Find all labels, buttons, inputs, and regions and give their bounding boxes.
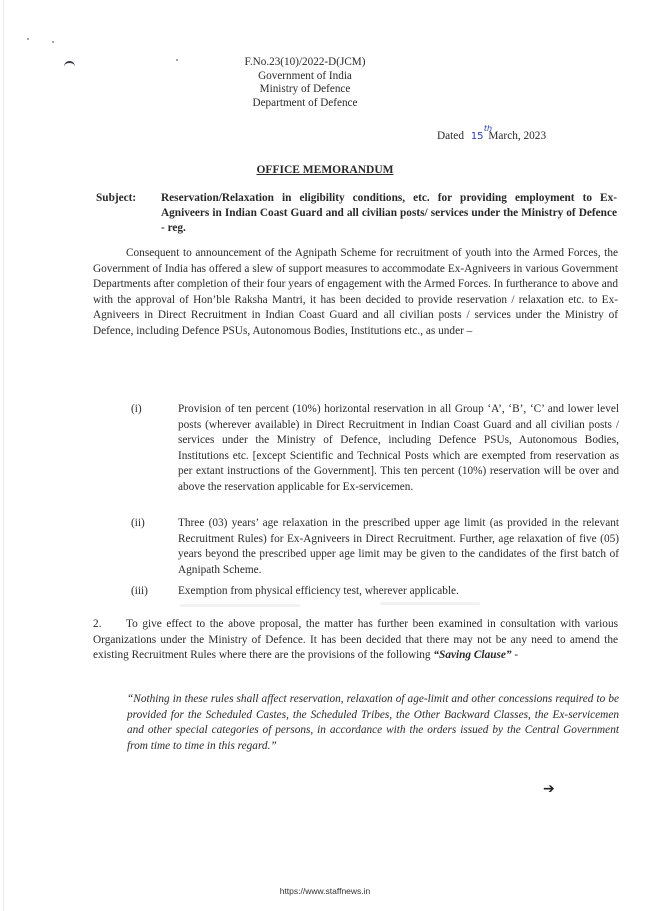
right-arrow-icon: ➔ [543, 781, 555, 797]
measure-text: Three (03) years’ age relaxation in the prescribed upper age limit (as provided in the relevant Recruitment Rules) for Ex-Agniveers in Direct Recruitment. Further, age relaxation of five (05) years beyond the prescribed upper age limit may be given to the candidates of the first batch of Agnipath Scheme. [178, 517, 619, 576]
document-header [230, 56, 380, 110]
measure-number: (i) [131, 403, 142, 415]
punch-hole-mark [64, 61, 75, 69]
scan-speck [27, 38, 29, 40]
measure-number: (ii) [131, 517, 145, 529]
footer-url[interactable]: https://www.staffnews.in [279, 886, 371, 896]
date-prefix: Dated [437, 130, 464, 142]
subject-text: Reservation/Relaxation in eligibility conditions, etc. for providing employment to Ex-Agniveers in Indian Coast Guard and all civilian posts/ services under the Ministry of Defence - reg. [161, 192, 617, 234]
scan-speck [52, 41, 54, 43]
issuer-government: Government of India [258, 69, 352, 82]
handwritten-day-suffix: th [483, 124, 493, 133]
paragraph-number: 2. [93, 618, 102, 630]
handwritten-day: 15 th [471, 131, 484, 142]
date-month-year: March, 2023 [488, 130, 547, 142]
saving-clause-emphasis: “Saving Clause” [433, 649, 512, 661]
paragraph-2-trailing: - [511, 649, 519, 661]
paragraph-2-text: To give effect to the above proposal, the matter has further been examined in consultation with various Organizations under the Ministry of Defence. It has been decided that there may not be any need to amend the existing Recruitment Rules where there are the provisions of the following [93, 618, 618, 661]
issuer-ministry: Ministry of Defence [259, 83, 351, 96]
document-date [437, 124, 547, 145]
scan-smudge [180, 604, 300, 607]
subject-label: Subject: [96, 192, 137, 204]
measure-number: (iii) [131, 585, 148, 597]
issuer-department: Department of Defence [252, 96, 358, 109]
file-number: F.No.23(10)/2022-D(JCM) [244, 56, 366, 68]
paragraph-2 [93, 617, 618, 664]
scan-smudge [380, 602, 480, 605]
measure-text: Provision of ten percent (10%) horizontal reservation in all Group ‘A’, ‘B’, ‘C’ and lower level posts (wherever available) in Direct Recruitment in Indian Coast Guard and all civilian posts / services under the Ministry of Defence, including Defence PSUs, Autonomous Bodies, Institutions etc. [except Scientific and Technical Posts which are exempted from reservation as per extant instructions of the Government]. This ten percent (10%) reservation will be over and above the reservation applicable for Ex-servicemen. [178, 403, 619, 493]
page-edge [3, 0, 4, 911]
measure-text: Exemption from physical efficiency test, wherever applicable. [178, 585, 459, 597]
paragraph-1: Consequent to announcement of the Agnipath Scheme for recruitment of youth into the Armed Forces, the Government of India has offered a slew of support measures to accommodate Ex-Agniveers in various Government Departments after completion of their four years of engagement with the Armed Forces. In furtherance to above and with the approval of Hon’ble Raksha Mantri, it has been decided to provide reservation / relaxation etc. to Ex-Agniveers in Direct Recruitment in Indian Coast Guard and all civilian posts / services under the Ministry of Defence, including Defence PSUs, Autonomous Bodies, Institutions etc., as under – [93, 247, 618, 337]
memo-title: OFFICE MEMORANDUM [256, 164, 394, 176]
scan-speck [176, 59, 178, 61]
saving-clause-quote: “Nothing in these rules shall affect reservation, relaxation of age-limit and other concessions required to be provided for the Scheduled Castes, the Scheduled Tribes, the Other Backward Classes, the Ex-servicemen and other special categories of persons, in accordance with the orders issued by the Central Government from time to time in this regard.” [127, 693, 619, 752]
